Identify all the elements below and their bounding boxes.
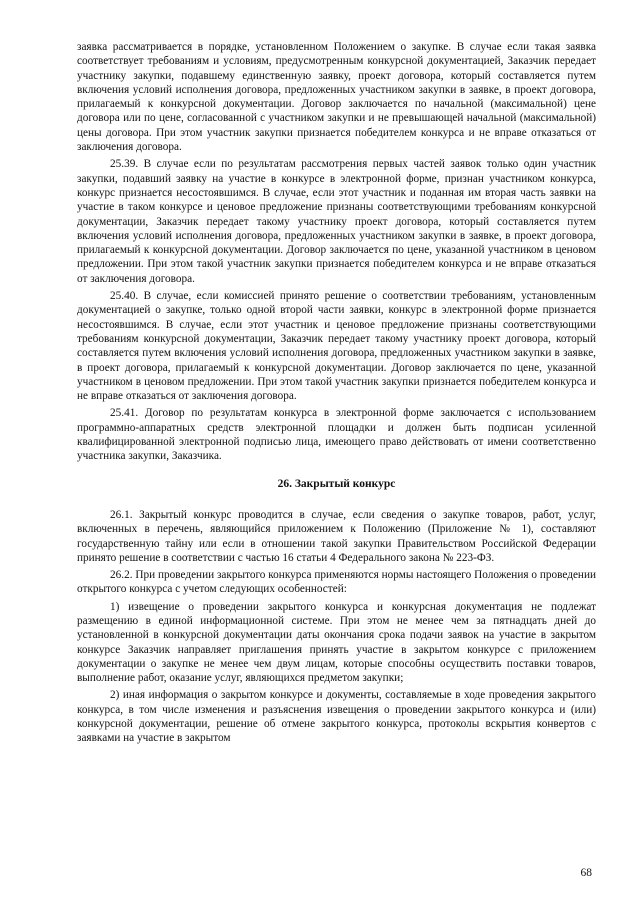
page-content (77, 40, 596, 749)
paragraph: 1) извещение о проведении закрытого конкурса и конкурсная документация не подлежат размещению в единой информационной системе. При этом не менее чем за пятнадцать дней до установленной в конкурсной документации даты окончания срока подачи заявок на участие в закрытом конкурсе Заказчик направляет приглашения принять участие в закрытом конкурсе с приложением документации о закупке не менее чем двум лицам, которые способны осуществить поставки товаров, выполнение работ, оказание услуг, являющихся предметом закупки; (77, 600, 596, 685)
paragraph: 25.39. В случае если по результатам рассмотрения первых частей заявок только один участник закупки, подавший заявку на участие в конкурсе в электронной форме, признан участником конкурса, конкурс признается несостоявшимся. В случае, если этот участник и поданная им вторая часть заявки на участие в таком конкурсе и ценовое предложение признаны соответствующими требованиям конкурсной документации, Заказчик передает такому участнику проект договора, который составляется путем включения условий исполнения договора, предложенных участником закупки в заявке, в проект договора, прилагаемый к конкурсной документации. Договор заключается по цене, указанной участником в ценовом предложении. При этом такой участник закупки признается победителем конкурса и не вправе отказаться от заключения договора. (77, 158, 596, 285)
paragraphs-after-heading (77, 508, 596, 746)
paragraph: 26.1. Закрытый конкурс проводится в случае, если сведения о закупке товаров, работ, услуг, включенных в перечень, являющийся приложением к Положению (Приложение № 1), составляют государственную тайну или если в отношении такой закупки Правительством Российской Федерации принято решение в соответствии с частью 16 статьи 4 Федерального закона № 223-ФЗ. (77, 508, 596, 564)
paragraph: 25.41. Договор по результатам конкурса в электронной форме заключается с использованием программно-аппаратных средств электронной площадки и должен быть подписан усиленной квалифицированной электронной подписью лица, имеющего право действовать от имени соответственно участника закупки, Заказчика. (77, 407, 596, 463)
page-number: 68 (580, 867, 592, 879)
paragraph: 26.2. При проведении закрытого конкурса применяются нормы настоящего Положения о проведении открытого конкурса с учетом следующих особенностей: (77, 569, 596, 596)
paragraph: 25.40. В случае, если комиссией принято решение о соответствии требованиям, установленным документацией о закупке, только одной второй части заявки, конкурс в электронной форме признается несостоявшимся. В случае, если этот участник и ценовое предложение признаны соответствующими требованиям конкурсной документации, Заказчик передает такому участнику проект договора, который составляется путем включения условий исполнения договора, предложенных участником закупки в заявке, в проект договора, прилагаемый к конкурсной документации. Договор заключается по цене, указанной участником в ценовом предложении. При этом такой участник закупки признается победителем конкурса и не вправе отказаться от заключения договора. (77, 290, 596, 403)
paragraph: заявка рассматривается в порядке, установленном Положением о закупке. В случае если такая заявка соответствует требованиям и условиям, предусмотренным конкурсной документацией, Заказчик передает участнику закупки, подавшему единственную заявку, проект договора, который составляется путем включения условий исполнения договора, предложенных участником закупки в заявке, в проект договора, прилагаемый к конкурсной документации. Договор заключается по начальной (максимальной) цене договора или по цене, согласованной с участником закупки и не превышающей начальной (максимальной) цены договора. При этом участник закупки признается победителем конкурса и не вправе отказаться от заключения договора. (77, 41, 596, 154)
section-heading: 26. Закрытый конкурс (277, 477, 396, 490)
paragraph: 2) иная информация о закрытом конкурсе и документы, составляемые в ходе проведения закрытого конкурса, в том числе изменения и разъяснения извещения о проведении закрытого конкурса и (или) конкурсной документации, решение об отмене закрытого конкурса, протоколы вскрытия конвертов с заявками на участие в закрытом (77, 689, 596, 745)
paragraphs-before-heading (77, 40, 596, 464)
